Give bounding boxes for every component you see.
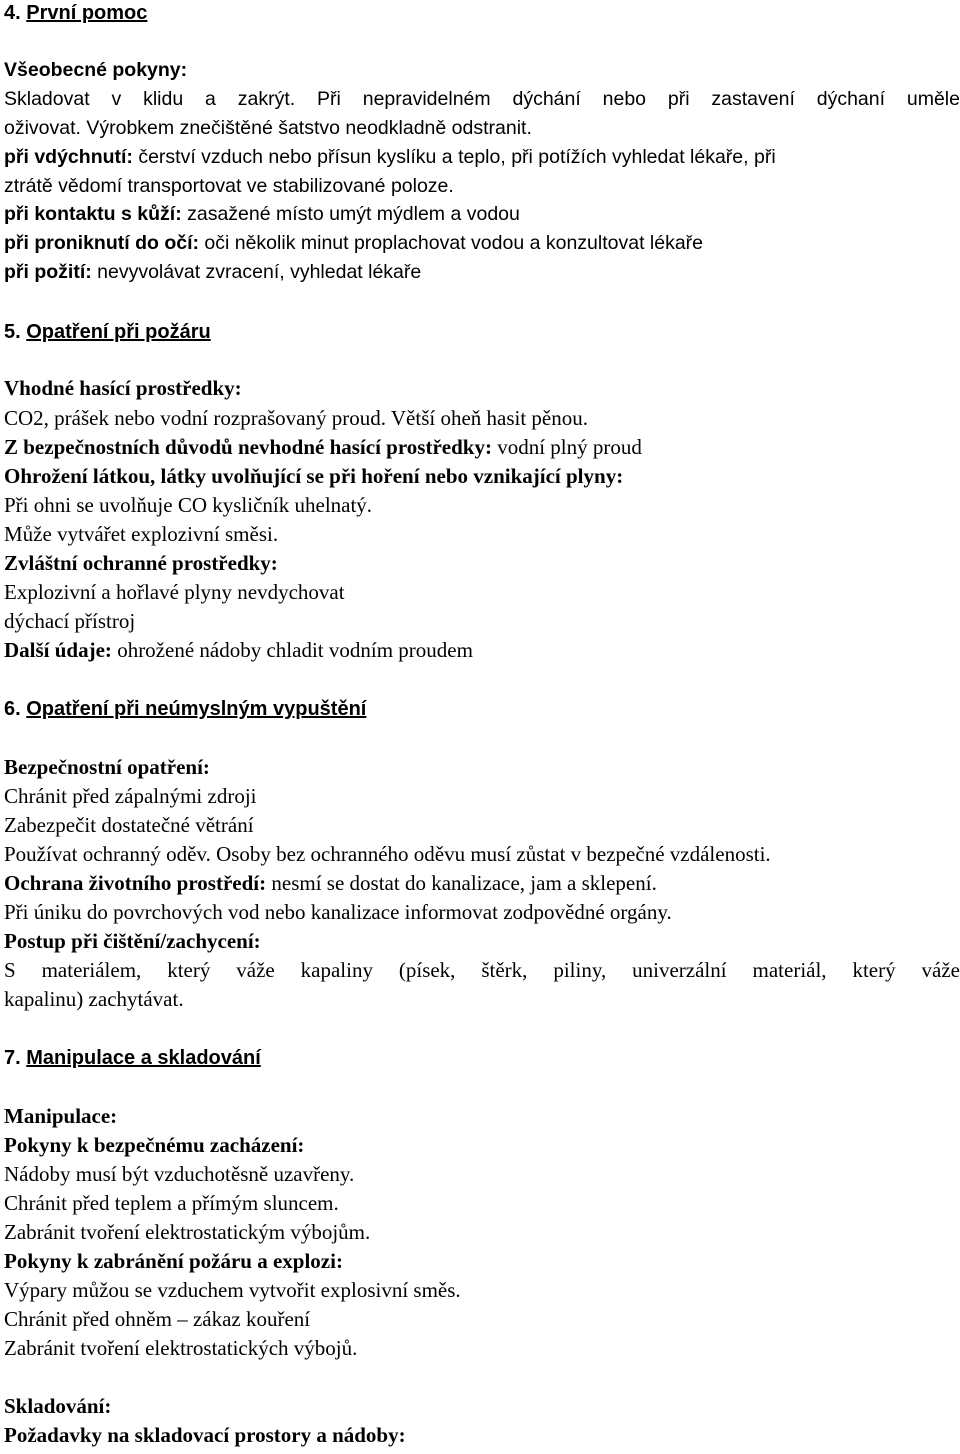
storage-requirements-heading: Požadavky na skladovací prostory a nádoby: — [4, 1423, 406, 1447]
cleanup-line-2: kapalinu) zachytávat. — [4, 987, 184, 1011]
unsuitable-extinguishing-label: Z bezpečnostních důvodů nevhodné hasící prostředky: — [4, 435, 492, 459]
safety-measures-line-3: Používat ochranný oděv. Osoby bez ochranného oděvu musí zůstat v bezpečné vzdálenosti. — [4, 842, 771, 866]
combustion-hazard-line-1: Při ohni se uvolňuje CO kysličník uhelnatý. — [4, 493, 373, 517]
general-instructions-line-2: oživovat. Výrobkem znečištěné šatstvo neodkladně odstranit. — [4, 117, 532, 139]
inhalation-line-2: ztrátě vědomí transportovat ve stabilizované poloze. — [4, 175, 454, 197]
section-4-title: První pomoc — [26, 2, 148, 24]
other-info-label: Další údaje: — [4, 638, 112, 662]
environment-protection-line-2: Při úniku do povrchových vod nebo kanalizace informovat zodpovědné orgány. — [4, 900, 672, 924]
combustion-hazard-heading: Ohrožení látkou, látky uvolňující se při hoření nebo vznikající plyny: — [4, 464, 624, 488]
section-4-heading — [4, 0, 147, 26]
section-5-heading — [4, 319, 211, 345]
cleanup-heading: Postup při čištění/zachycení: — [4, 929, 261, 953]
skin-contact-label: při kontaktu s kůží: — [4, 203, 182, 225]
safe-handling-heading: Pokyny k bezpečnému zacházení: — [4, 1133, 305, 1157]
fire-prevention-line-1: Výpary můžou se vzduchem vytvořit explosivní směs. — [4, 1278, 461, 1302]
suitable-extinguishing-text: CO2, prášek nebo vodní rozprašovaný proud. Větší oheň hasit pěnou. — [4, 406, 589, 430]
special-protective-heading: Zvláštní ochranné prostředky: — [4, 551, 278, 575]
safe-handling-line-3: Zabránit tvoření elektrostatickým výbojům. — [4, 1220, 371, 1244]
special-protective-line-2: dýchací přístroj — [4, 609, 136, 633]
unsuitable-extinguishing-line: Z bezpečnostních důvodů nevhodné hasící prostředky: vodní plný proud — [4, 435, 642, 459]
section-7-title: Manipulace a skladování — [26, 1047, 261, 1069]
section-5-number: 5. — [4, 321, 21, 343]
inhalation-label: při vdýchnutí: — [4, 146, 133, 168]
section-6-heading — [4, 696, 366, 722]
combustion-hazard-line-2: Může vytvářet explozivní směsi. — [4, 522, 279, 546]
eye-contact-label: při proniknutí do očí: — [4, 232, 199, 254]
section-4-number: 4. — [4, 2, 21, 24]
eye-contact-line: při proniknutí do očí: oči několik minut proplachovat vodou a konzultovat lékaře — [4, 232, 704, 254]
section-6-number: 6. — [4, 698, 21, 720]
other-info-line: Další údaje: ohrožené nádoby chladit vodním proudem — [4, 638, 473, 662]
section-6-title: Opatření při neúmyslným vypuštění — [26, 698, 367, 720]
fire-prevention-line-2: Chránit před ohněm – zákaz kouření — [4, 1307, 311, 1331]
section-7-number: 7. — [4, 1047, 21, 1069]
general-instructions-heading: Všeobecné pokyny: — [4, 59, 188, 81]
fire-prevention-line-3: Zabránit tvoření elektrostatických výbojů. — [4, 1336, 358, 1360]
safety-measures-heading: Bezpečnostní opatření: — [4, 755, 210, 779]
safe-handling-line-1: Nádoby musí být vzduchotěsně uzavřeny. — [4, 1162, 355, 1186]
section-5-title: Opatření při požáru — [26, 321, 211, 343]
ingestion-line: při požití: nevyvolávat zvracení, vyhledat lékaře — [4, 261, 422, 283]
section-7-heading — [4, 1045, 261, 1071]
safety-measures-line-2: Zabezpečit dostatečné větrání — [4, 813, 254, 837]
ingestion-label: při požití: — [4, 261, 92, 283]
environment-protection-label: Ochrana životního prostředí: — [4, 871, 267, 895]
skin-contact-line: při kontaktu s kůží: zasažené místo umýt mýdlem a vodou — [4, 203, 520, 225]
safety-measures-line-1: Chránit před zápalnými zdroji — [4, 784, 257, 808]
suitable-extinguishing-heading: Vhodné hasící prostředky: — [4, 376, 242, 400]
general-instructions-line-1: Skladovat v klidu a zakrýt. Při nepravidelném dýchání nebo při zastavení dýchaní uměle — [4, 88, 960, 110]
inhalation-line-1: při vdýchnutí: čerství vzduch nebo přísun kyslíku a teplo, při potížích vyhledat lékaře, při — [4, 146, 776, 168]
special-protective-line-1: Explozivní a hořlavé plyny nevdychovat — [4, 580, 345, 604]
cleanup-line-1: S materiálem, který váže kapaliny (písek, štěrk, piliny, univerzální materiál, který váže — [4, 958, 960, 982]
handling-heading: Manipulace: — [4, 1104, 118, 1128]
safe-handling-line-2: Chránit před teplem a přímým sluncem. — [4, 1191, 339, 1215]
environment-protection-line: Ochrana životního prostředí: nesmí se dostat do kanalizace, jam a sklepení. — [4, 871, 657, 895]
fire-prevention-heading: Pokyny k zabránění požáru a explozi: — [4, 1249, 343, 1273]
storage-heading: Skladování: — [4, 1394, 112, 1418]
